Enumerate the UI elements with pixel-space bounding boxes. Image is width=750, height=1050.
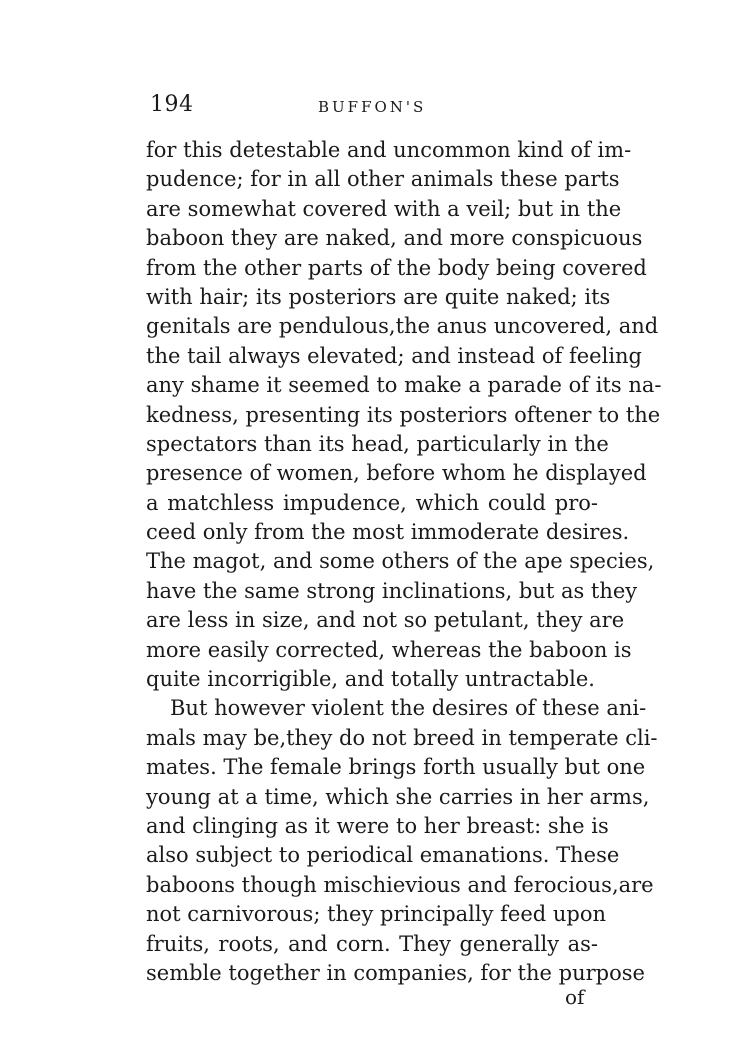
text-line: spectators than its head, particularly in the [146, 431, 609, 456]
text-line: not carnivorous; they principally feed upon [146, 902, 607, 927]
text-line: also subject to periodical emanations. These [146, 843, 620, 868]
text-line: presence of women, before whom he displayed [146, 461, 647, 486]
text-line: fruits, roots, and corn. They generally as- [146, 931, 598, 956]
text-line: The magot, and some others of the ape species, [146, 549, 655, 574]
text-line: any shame it seemed to make a parade of its na- [146, 373, 662, 398]
text-line: a matchless impudence, which could pro- [146, 490, 598, 515]
text-line: with hair; its posteriors are quite naked; its [146, 284, 611, 309]
text-line: are less in size, and not so petulant, they are [146, 608, 625, 633]
text-line: have the same strong inclinations, but as they [146, 578, 638, 603]
text-line: baboon they are naked, and more conspicuous [146, 226, 643, 251]
text-line: ceed only from the most immoderate desires. [146, 520, 630, 545]
text-line: and clinging as it were to her breast: she is [146, 813, 609, 838]
text-line: young at a time, which she carries in her arms, [146, 784, 650, 809]
text-line: pudence; for in all other animals these parts [146, 167, 620, 192]
text-line: semble together in companies, for the purpose [146, 960, 645, 985]
catchword: of [565, 985, 585, 1009]
body-text [146, 136, 662, 988]
text-line: quite incorrigible, and totally untractable. [146, 667, 595, 692]
text-line: baboons though mischievious and ferocious,are [146, 872, 654, 897]
paragraph-start-line: But however violent the desires of these ani- [170, 696, 647, 721]
text-line: mates. The female brings forth usually but one [146, 755, 646, 780]
text-line: the tail always elevated; and instead of feeling [146, 343, 643, 368]
text-line: mals may be,they do not breed in temperate cli- [146, 725, 658, 750]
text-line: are somewhat covered with a veil; but in the [146, 196, 622, 221]
text-line: from the other parts of the body being covered [146, 255, 647, 280]
text-line: kedness, presenting its posteriors oftener to the [146, 402, 661, 427]
text-line: for this detestable and uncommon kind of im- [146, 138, 632, 162]
running-head: BUFFON'S [318, 98, 427, 116]
text-line: more easily corrected, whereas the baboon is [146, 637, 632, 662]
text-line: genitals are pendulous,the anus uncovered, and [146, 314, 659, 339]
page-number: 194 [150, 92, 194, 117]
